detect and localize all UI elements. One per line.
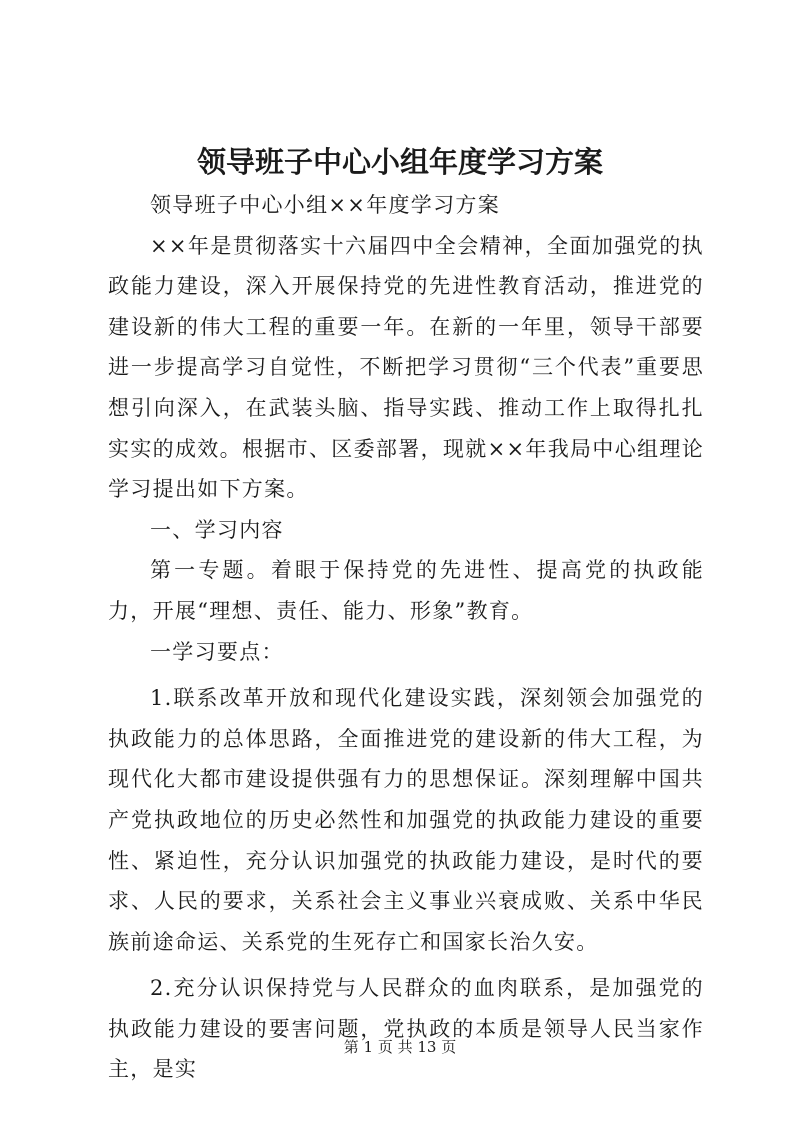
paragraph: 2.充分认识保持党与人民群众的血肉联系，是加强党的执政能力建设的要害问题，党执政的本质是领导人民当家作主，是实 (108, 976, 704, 1082)
document-title: 领导班子中心小组年度学习方案 (196, 145, 603, 179)
paragraph: 1.联系改革开放和现代化建设实践，深刻领会加强党的执政能力的总体思路，全面推进党的建设新的伟大工程，为现代化大都市建设提供强有力的思想保证。深刻理解中国共产党执政地位的历史必然性和加强党的执政能力建设的重要性、紧迫性，充分认识加强党的执政能力建设，是时代的要求、人民的要求，关系社会主义事业兴衰成败、关系中华民族前途命运、关系党的生死存亡和国家长治久安。 (108, 686, 704, 954)
section-heading: 一、学习内容 (150, 517, 284, 542)
subheading: 一学习要点： (150, 639, 284, 664)
paragraph: ××年是贯彻落实十六届四中全会精神，全面加强党的执政能力建设，深入开展保持党的先进性教育活动，推进党的建设新的伟大工程的重要一年。在新的一年里，领导干部要进一步提高学习自觉性，不断把学习贯彻“三个代表”重要思想引向深入，在武装头脑、指导实践、推动工作上取得扎扎实实的成效。根据市、区委部署，现就××年我局中心组理论学习提出如下方案。 (108, 233, 704, 502)
paragraph: 第一专题。着眼于保持党的先进性、提高党的执政能力，开展“理想、责任、能力、形象”教育。 (108, 558, 704, 623)
page-number: 第 1 页 共 13 页 (343, 1038, 457, 1056)
document-subtitle: 领导班子中心小组××年度学习方案 (150, 193, 500, 217)
document-body (108, 185, 704, 1090)
